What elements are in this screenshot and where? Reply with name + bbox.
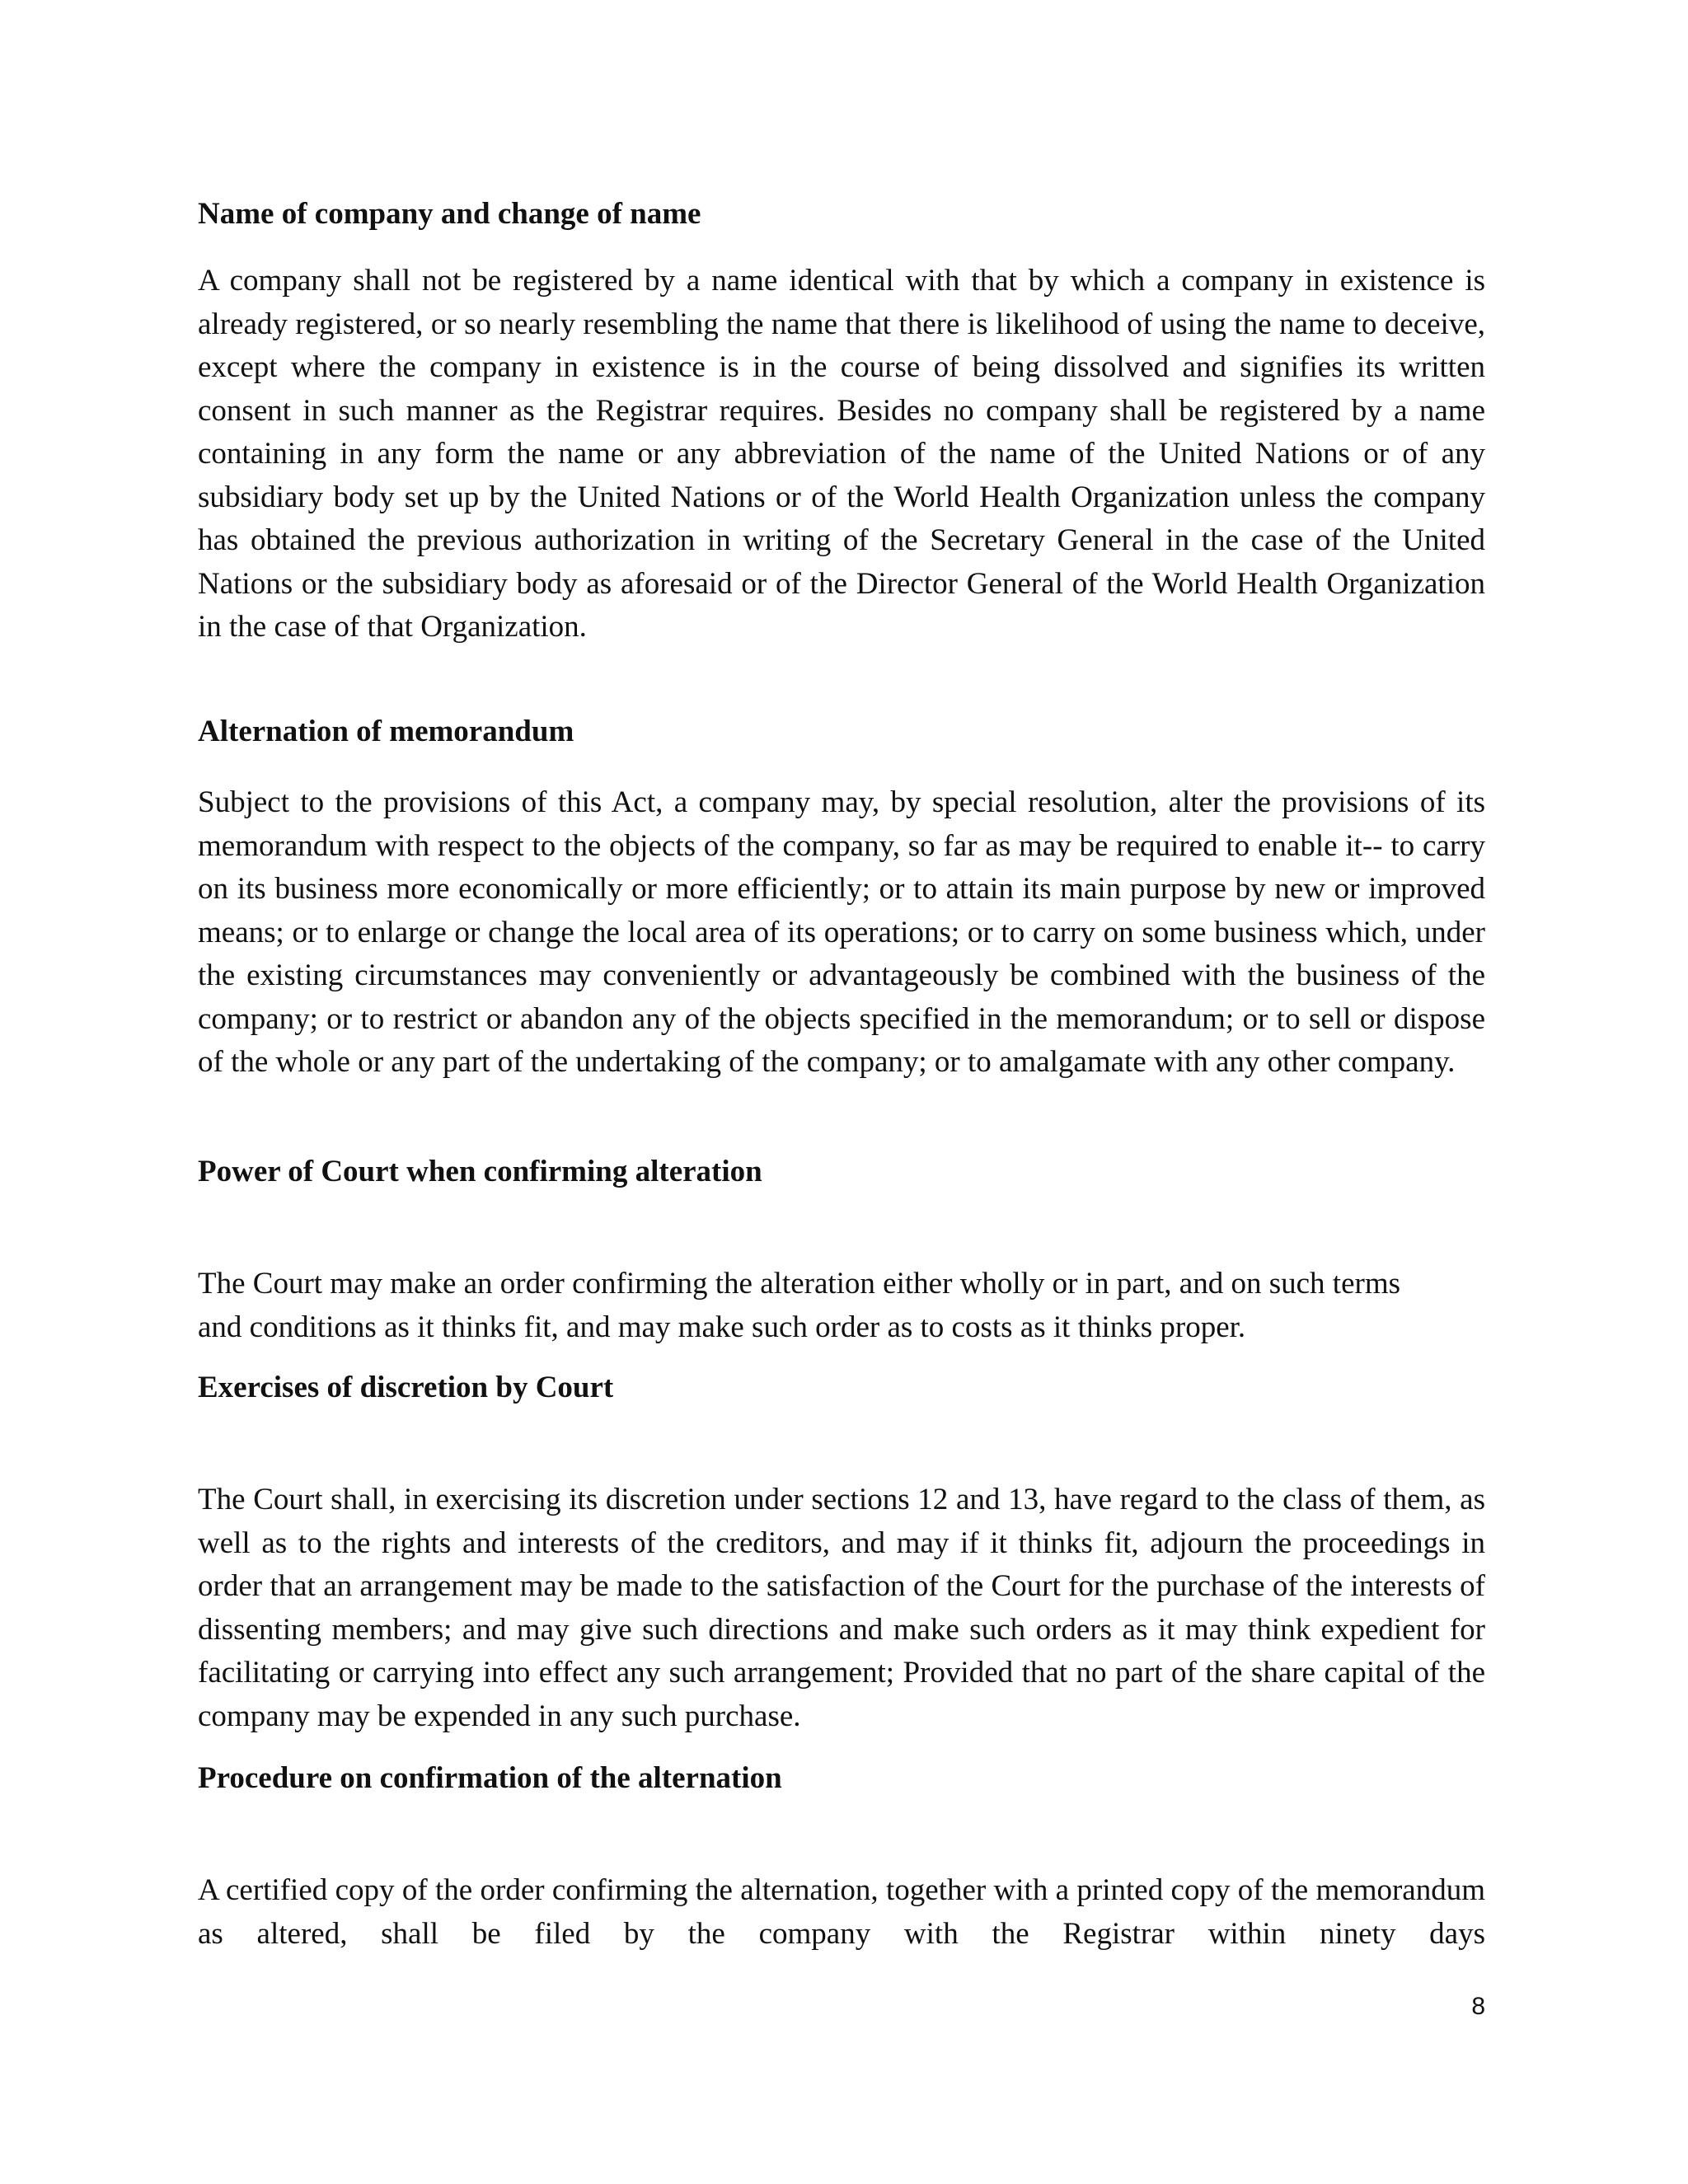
section-heading-alternation-of-memorandum: Alternation of memorandum (198, 715, 574, 748)
section-body-power-of-court: The Court may make an order confirming the alteration either wholly or in part, and on such terms and conditions as it thinks fit, and may make such order as to costs as it thinks proper. (198, 1267, 1401, 1344)
section-heading-power-of-court: Power of Court when confirming alteration (198, 1155, 762, 1188)
section-body-name-of-company: A company shall not be registered by a name identical with that by which a company in existence is already registered, or so nearly resembling the name that there is likelihood of using the name to deceive, except where the company in existence is in the course of being dissolved and signifies its written consent in such manner as the Registrar requires. Besides no company shall be registered by a name containing in any form the name or any abbreviation of the name of the United Nations or of any subsidiary body set up by the United Nations or of the World Health Organization unless the company has obtained the previous authorization in writing of the Secretary General in the case of the United Nations or the subsidiary body as aforesaid or of the Director General of the World Health Organization in the case of that Organization. (198, 264, 1485, 644)
section-heading-name-of-company: Name of company and change of name (198, 197, 701, 231)
section-body-procedure-on-confirmation: A certified copy of the order confirming the alternation, together with a printed copy of the memorandum as altered, shall be filed by the company with the Registrar within ninety days (198, 1873, 1485, 1951)
section-body-alternation-of-memorandum: Subject to the provisions of this Act, a company may, by special resolution, alter the provisions of its memorandum with respect to the objects of the company, so far as may be required to enable it-- to carry on its business more economically or more efficiently; or to attain its main purpose by new or improved means; or to enlarge or change the local area of its operations; or to carry on some business which, under the existing circumstances may conveniently or advantageously be combined with the business of the company; or to restrict or abandon any of the objects specified in the memorandum; or to sell or dispose of the whole or any part of the undertaking of the company; or to amalgamate with any other company. (198, 785, 1485, 1079)
section-heading-procedure-on-confirmation: Procedure on confirmation of the alternation (198, 1761, 782, 1795)
section-heading-exercises-of-discretion: Exercises of discretion by Court (198, 1371, 614, 1404)
section-body-exercises-of-discretion: The Court shall, in exercising its discretion under sections 12 and 13, have regard to the class of them, as well as to the rights and interests of the creditors, and may if it thinks fit, adjourn the proceedings in order that an arrangement may be made to the satisfaction of the Court for the purchase of the interests of dissenting members; and may give such directions and make such orders as it may think expedient for facilitating or carrying into effect any such arrangement; Provided that no part of the share capital of the company may be expended in any such purchase. (198, 1483, 1485, 1733)
page-number: 8 (1471, 1993, 1485, 2020)
